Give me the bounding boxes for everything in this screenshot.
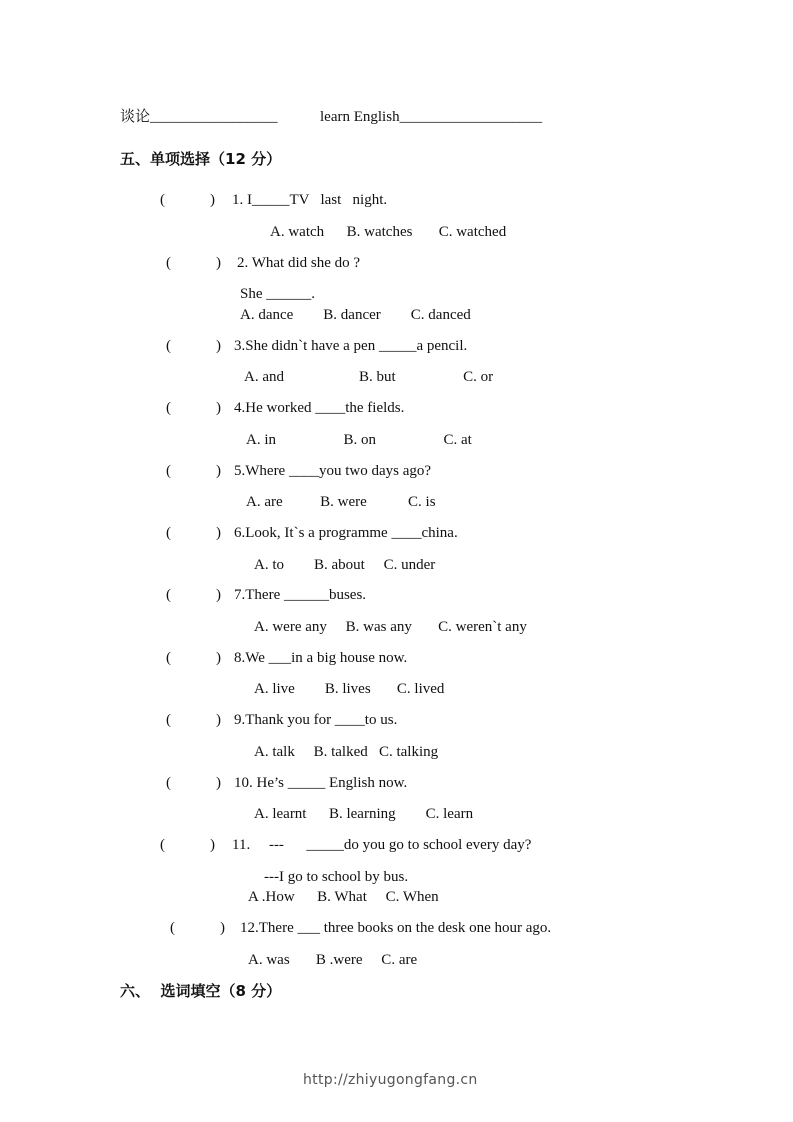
- answer-parens-2: ( ): [166, 255, 221, 271]
- question-5-options: A. are B. were C. is: [246, 494, 436, 510]
- answer-parens-8: ( ): [166, 650, 221, 666]
- answer-parens-12: ( ): [170, 920, 225, 936]
- question-3-text: 3.She didn`t have a pen _____a pencil.: [234, 338, 468, 354]
- question-6-options: A. to B. about C. under: [254, 557, 436, 573]
- answer-parens-3: ( ): [166, 338, 221, 354]
- answer-parens-11: ( ): [160, 837, 215, 853]
- question-11-answer-line: ---I go to school by bus.: [264, 869, 409, 885]
- vocab-blank-learn-english: learn English___________________: [320, 109, 543, 125]
- question-10-options: A. learnt B. learning C. learn: [254, 806, 474, 822]
- question-2-options: A. dance B. dancer C. danced: [240, 307, 471, 323]
- question-1-text: 1. I_____TV last night.: [232, 192, 388, 208]
- question-10-text: 10. He’s _____ English now.: [234, 775, 408, 791]
- question-3-options: A. and B. but C. or: [244, 369, 494, 385]
- footer-url: http://zhiyugongfang.cn: [303, 1072, 478, 1088]
- question-6-text: 6.Look, It`s a programme ____china.: [234, 525, 458, 541]
- question-11-text: 11. --- _____do you go to school every day?: [232, 837, 532, 853]
- question-5-text: 5.Where ____you two days ago?: [234, 463, 432, 479]
- question-12-text: 12.There ___ three books on the desk one hour ago.: [240, 920, 552, 936]
- question-2-answer-line: She ______.: [240, 286, 315, 302]
- vocab-blank-talk: 谈论_________________: [120, 109, 278, 125]
- question-4-options: A. in B. on C. at: [246, 432, 472, 448]
- question-7-text: 7.There ______buses.: [234, 587, 367, 603]
- answer-parens-7: ( ): [166, 587, 221, 603]
- answer-parens-10: ( ): [166, 775, 221, 791]
- question-9-text: 9.Thank you for ____to us.: [234, 712, 398, 728]
- question-11-options: A .How B. What C. When: [248, 889, 439, 905]
- question-12-options: A. was B .were C. are: [248, 952, 418, 968]
- question-8-options: A. live B. lives C. lived: [254, 681, 445, 697]
- answer-parens-4: ( ): [166, 400, 221, 416]
- question-4-text: 4.He worked ____the fields.: [234, 400, 405, 416]
- answer-parens-6: ( ): [166, 525, 221, 541]
- question-8-text: 8.We ___in a big house now.: [234, 650, 408, 666]
- question-1-options: A. watch B. watches C. watched: [270, 224, 507, 240]
- question-9-options: A. talk B. talked C. talking: [254, 744, 439, 760]
- answer-parens-5: ( ): [166, 463, 221, 479]
- answer-parens-1: ( ): [160, 192, 215, 208]
- question-2-text: 2. What did she do ?: [237, 255, 361, 271]
- section-6-title: 六、 选词填空（8 分）: [120, 982, 282, 1000]
- answer-parens-9: ( ): [166, 712, 221, 728]
- section-5-title: 五、单项选择（12 分）: [120, 150, 282, 168]
- question-7-options: A. were any B. was any C. weren`t any: [254, 619, 527, 635]
